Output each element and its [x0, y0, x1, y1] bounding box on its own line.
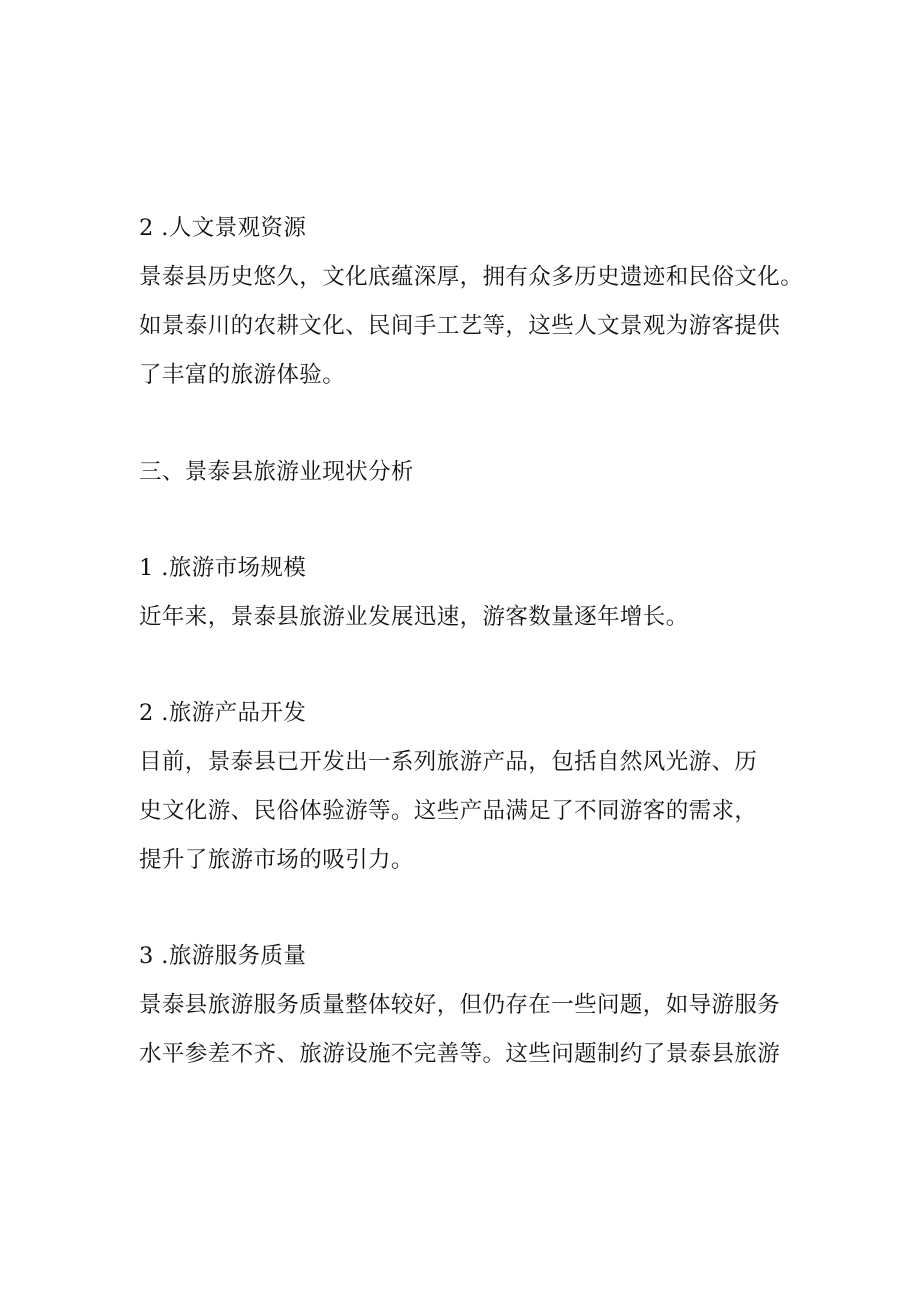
paragraph-line: 景泰县旅游服务质量整体较好，但仍存在一些问题，如导游服务	[139, 992, 781, 1018]
paragraph-line: 水平参差不齐、旅游设施不完善等。这些问题制约了景泰县旅游	[139, 1041, 781, 1067]
paragraph-line: 提升了旅游市场的吸引力。	[139, 847, 414, 873]
paragraph-line: 史文化游、民俗体验游等。这些产品满足了不同游客的需求，	[139, 798, 758, 824]
section-heading-market-scale: 1 .旅游市场规模	[139, 555, 307, 581]
paragraph-line: 景泰县历史悠久，文化底蕴深厚，拥有众多历史遗迹和民俗文化。	[139, 264, 804, 290]
section-heading-humanistic-landscape: 2 .人文景观资源	[139, 215, 307, 241]
paragraph-line: 如景泰川的农耕文化、民间手工艺等，这些人文景观为游客提供	[139, 313, 781, 339]
section-heading-service-quality: 3 .旅游服务质量	[139, 943, 307, 969]
paragraph-line: 近年来，景泰县旅游业发展迅速，游客数量逐年增长。	[139, 604, 689, 630]
section-heading-product-development: 2 .旅游产品开发	[139, 700, 307, 726]
paragraph-line: 了丰富的旅游体验。	[139, 362, 346, 388]
paragraph-line: 目前，景泰县已开发出一系列旅游产品，包括自然风光游、历	[139, 749, 758, 775]
chapter-heading-tourism-status: 三、景泰县旅游业现状分析	[139, 459, 414, 485]
